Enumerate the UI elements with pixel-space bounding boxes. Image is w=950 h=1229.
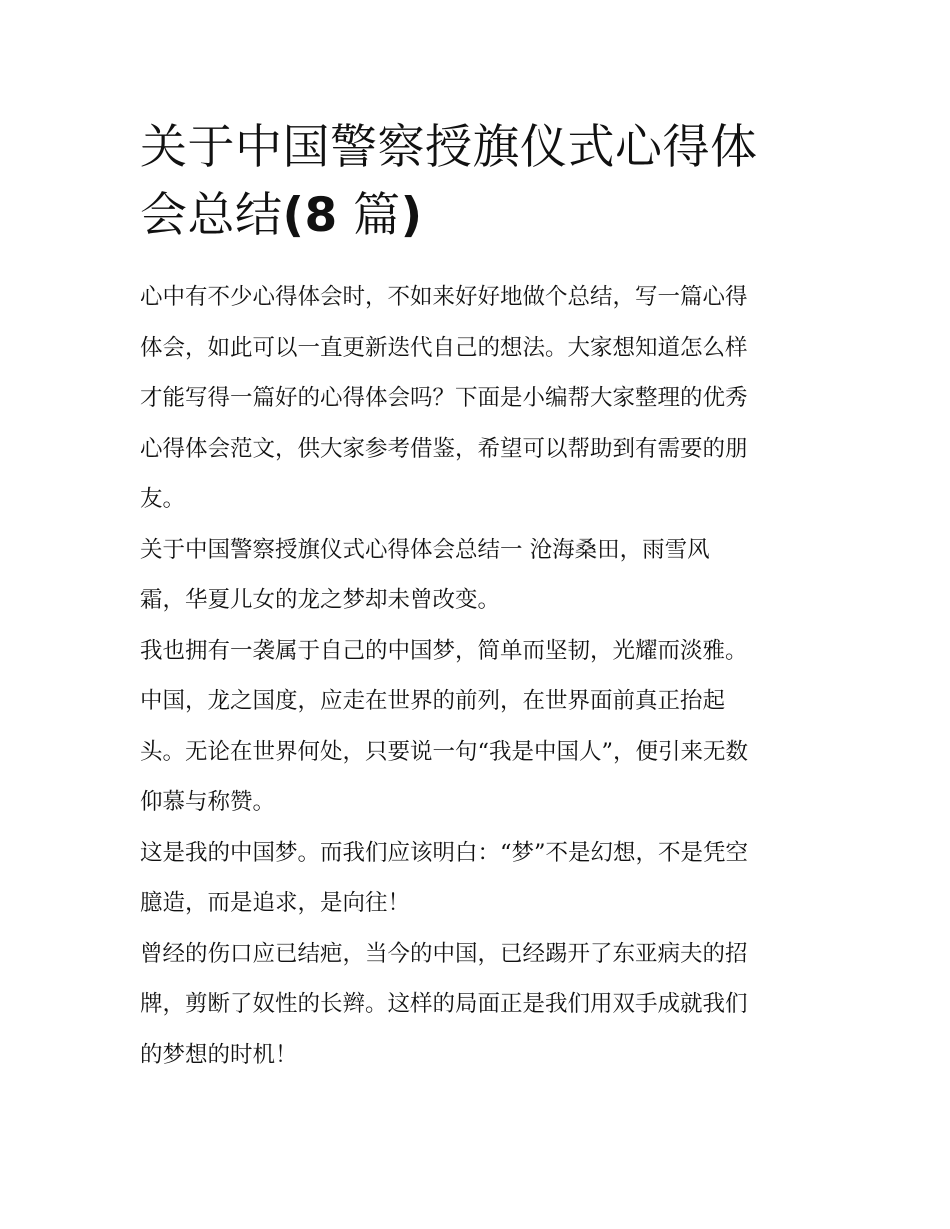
document-title — [140, 114, 812, 250]
paragraph-dream-meaning — [140, 828, 812, 929]
title-count: 8 — [304, 188, 338, 243]
paragraph-line: 牌，剪断了奴性的长辫。这样的局面正是我们用双手成就我们 — [140, 991, 748, 1017]
paragraph-line: 霜，华夏儿女的龙之梦却未曾改变。 — [140, 587, 501, 613]
paragraph-line: 才能写得一篇好的心得体会吗？下面是小编帮大家整理的优秀 — [140, 385, 748, 411]
paragraph-line: 头。无论在世界何处，只要说一句“我是中国人”，便引来无数 — [140, 738, 749, 765]
paragraph-section-one-heading — [140, 525, 812, 626]
paragraph-line: 关于中国警察授旗仪式心得体会总结一 沧海桑田，雨雪风 — [140, 536, 710, 563]
paragraph-line: 曾经的伤口应已结疤，当今的中国，已经踢开了东亚病夫的招 — [140, 940, 748, 967]
paragraph-intro — [140, 272, 812, 525]
paragraph-line: 臆造，而是追求，是向往！ — [140, 890, 411, 916]
document-content — [140, 114, 812, 1080]
document-body — [140, 272, 812, 1080]
paragraph-my-dream — [140, 626, 812, 677]
paragraph-line: 心中有不少心得体会时，不如来好好地做个总结，写一篇心得 — [140, 284, 748, 310]
paragraph-line: 心得体会范文，供大家参考借鉴，希望可以帮助到有需要的朋 — [140, 435, 748, 462]
title-paren-close: ) — [400, 188, 423, 243]
paragraph-line: 我也拥有一袭属于自己的中国梦，简单而坚韧，光耀而淡雅。 — [140, 637, 748, 664]
paragraph-line: 中国，龙之国度，应走在世界的前列，在世界面前真正抬起 — [140, 688, 726, 714]
paragraph-line: 这是我的中国梦。而我们应该明白：“梦”不是幻想，不是凭空 — [140, 839, 749, 866]
paragraph-line: 体会，如此可以一直更新迭代自己的想法。大家想知道怎么样 — [140, 334, 748, 361]
title-paren-open: ( — [282, 188, 305, 243]
title-line-2-suffix: 篇 — [337, 188, 401, 243]
paragraph-line: 的梦想的时机！ — [140, 1041, 298, 1068]
paragraph-china-dragon — [140, 676, 812, 828]
title-line-1: 关于中国警察授旗仪式心得体 — [140, 120, 758, 175]
paragraph-past-wounds — [140, 929, 812, 1081]
paragraph-line: 友。 — [140, 486, 186, 512]
paragraph-line: 仰慕与称赞。 — [140, 789, 276, 815]
title-line-2-prefix: 会总结 — [140, 188, 283, 243]
